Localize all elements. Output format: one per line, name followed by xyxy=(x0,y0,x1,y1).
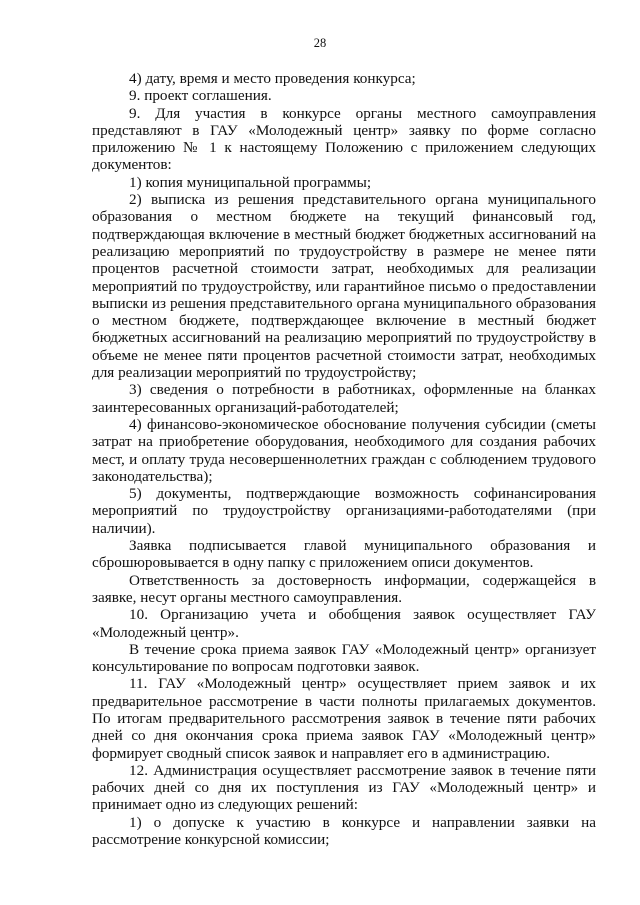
paragraph-item-9-draft: 9. проект соглашения. xyxy=(129,87,272,105)
paragraph-section-11: 11. ГАУ «Молодежный центр» осуществляет прием заявок и их предварительное рассмотрение в части полноты прилагаемых документов. По итогам предварительного рассмотрения заявок в течение пяти рабочих дней со дня окончания срока приема заявок ГАУ «Молодежный центр» формирует сводный список заявок и направляет его в администрацию. xyxy=(92,675,596,762)
paragraph-section-9: 9. Для участия в конкурсе органы местного самоуправления представляют в ГАУ «Молодежный центр» заявку по форме согласно приложению № 1 к настоящему Положению с приложением следующих документов: xyxy=(92,104,596,174)
paragraph-doc-5: 5) документы, подтверждающие возможность софинансирования мероприятий по трудоустройству организациями-работодателями (при наличии). xyxy=(92,485,596,537)
document-body xyxy=(92,70,596,848)
page-number: 28 xyxy=(313,36,327,50)
paragraph-section-10: 10. Организацию учета и обобщения заявок осуществляет ГАУ «Молодежный центр». xyxy=(92,606,596,641)
paragraph-doc-3: 3) сведения о потребности в работниках, оформленные на бланках заинтересованных организаций-работодателей; xyxy=(92,381,596,416)
paragraph-responsibility: Ответственность за достоверность информации, содержащейся в заявке, несут органы местного самоуправления. xyxy=(92,571,596,606)
paragraph-application-signing: Заявка подписывается главой муниципального образования и сброшюровывается в одну папку с приложением описи документов. xyxy=(92,537,596,572)
paragraph-consulting: В течение срока приема заявок ГАУ «Молодежный центр» организует консультирование по вопросам подготовки заявок. xyxy=(92,640,596,676)
paragraph-decision-1: 1) о допуске к участию в конкурсе и направлении заявки на рассмотрение конкурсной комиссии; xyxy=(92,813,596,849)
paragraph-doc-1: 1) копия муниципальной программы; xyxy=(129,173,372,191)
paragraph-doc-4: 4) финансово-экономическое обоснование получения субсидии (сметы затрат на приобретение оборудования, необходимого для создания рабочих мест, и оплату труда несовершеннолетних граждан с соблюдением трудового законодательства); xyxy=(92,415,596,485)
paragraph-section-12: 12. Администрация осуществляет рассмотрение заявок в течение пяти рабочих дней со дня их поступления из ГАУ «Молодежный центр» и принимает одно из следующих решений: xyxy=(92,761,596,814)
paragraph-item-4: 4) дату, время и место проведения конкурса; xyxy=(129,70,416,87)
paragraph-doc-2: 2) выписка из решения представительного органа муниципального образования о местном бюджете на текущий финансовый год, подтверждающая включение в местный бюджет бюджетных ассигнований на реализацию мероприятий по трудоустройству в размере не менее пяти процентов расчетной стоимости затрат, необходимых для реализации мероприятий по трудоустройству, или гарантийное письмо о предоставлении выписки из решения представительного органа муниципального образования о местном бюджете, подтверждающее включение в местный бюджет бюджетных ассигнований на реализацию мероприятий по трудоустройству в объеме не менее пяти процентов расчетной стоимости затрат, необходимых для реализации мероприятий по трудоустройству; xyxy=(92,191,596,382)
